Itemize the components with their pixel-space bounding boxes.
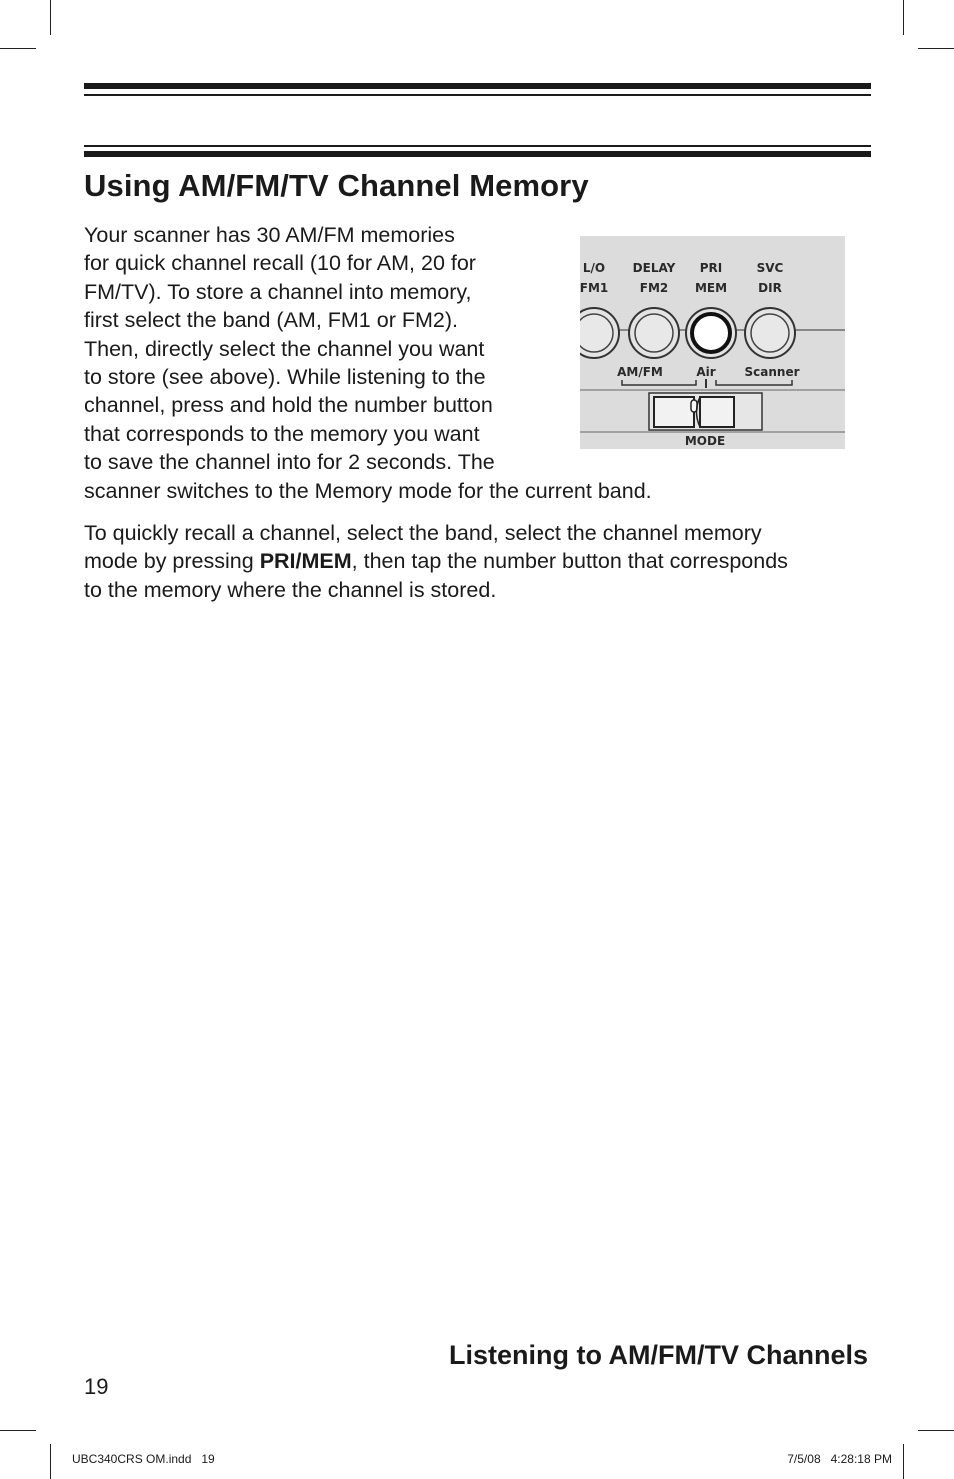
mode-position-label: AM/FM <box>617 365 663 379</box>
mode-position-label: Air <box>696 365 716 379</box>
paragraph-line: to store (see above). While listening to the <box>84 365 486 390</box>
crop-mark <box>918 48 954 49</box>
mode-position-label: Scanner <box>744 365 800 379</box>
section-rule-thin <box>84 145 871 147</box>
crop-mark <box>903 1444 904 1479</box>
page-title: Using AM/FM/TV Channel Memory <box>84 168 589 203</box>
paragraph-line: that corresponds to the memory you want <box>84 421 480 446</box>
paragraph-store-channel <box>84 221 652 505</box>
button-bottom-label: DIR <box>758 281 782 295</box>
button-top-label: DELAY <box>632 261 676 275</box>
crop-mark <box>918 1430 954 1431</box>
section-rule-thick <box>84 151 871 157</box>
panel-svg <box>580 236 845 449</box>
panel-button <box>745 308 795 358</box>
paragraph-text: mode by pressing <box>84 549 260 574</box>
paragraph-line: Then, directly select the channel you want <box>84 336 485 361</box>
paragraph-line <box>84 547 788 575</box>
button-bottom-label: MEM <box>694 281 728 295</box>
header-rule-thick <box>84 83 871 89</box>
crop-mark <box>50 0 51 35</box>
paragraph-line: To quickly recall a channel, select the band, select the channel memory <box>84 521 762 545</box>
paragraph-text: , then tap the number button that corresponds <box>351 549 788 574</box>
button-bottom-label: FM2 <box>639 281 669 295</box>
crop-mark <box>0 48 36 49</box>
paragraph-line: first select the band (AM, FM1 or FM2). <box>84 308 458 333</box>
paragraph-line: to save the channel into for 2 seconds. The <box>84 450 495 475</box>
mode-slide-switch <box>649 393 762 430</box>
button-top-label: SVC <box>756 261 784 275</box>
mode-switch-label: MODE <box>684 434 726 448</box>
header-rule-thin <box>84 94 871 96</box>
button-top-label: PRI <box>699 261 723 275</box>
scanner-panel-illustration <box>580 236 845 449</box>
print-slug-file: UBC340CRS OM.indd 19 <box>72 1452 215 1466</box>
pri-mem-button <box>686 308 736 358</box>
crop-mark <box>0 1430 36 1431</box>
paragraph-line: Your scanner has 30 AM/FM memories <box>84 223 455 247</box>
paragraph-line: scanner switches to the Memory mode for the current band. <box>84 478 652 503</box>
page-number: 19 <box>84 1374 109 1399</box>
button-bottom-label: FM1 <box>580 281 609 295</box>
panel-button <box>580 308 619 358</box>
paragraph-recall-channel <box>84 519 788 604</box>
section-footer-title: Listening to AM/FM/TV Channels <box>449 1340 868 1370</box>
paragraph-line: for quick channel recall (10 for AM, 20 for <box>84 251 476 276</box>
panel-button <box>629 308 679 358</box>
paragraph-line: to the memory where the channel is stored. <box>84 577 497 602</box>
crop-mark <box>903 0 904 35</box>
paragraph-line: channel, press and hold the number button <box>84 393 493 418</box>
pri-mem-key-name: PRI/MEM <box>259 549 352 574</box>
button-top-label: L/O <box>582 261 606 275</box>
print-slug-timestamp: 7/5/08 4:28:18 PM <box>787 1452 892 1466</box>
paragraph-line: FM/TV). To store a channel into memory, <box>84 279 472 304</box>
crop-mark <box>50 1444 51 1479</box>
